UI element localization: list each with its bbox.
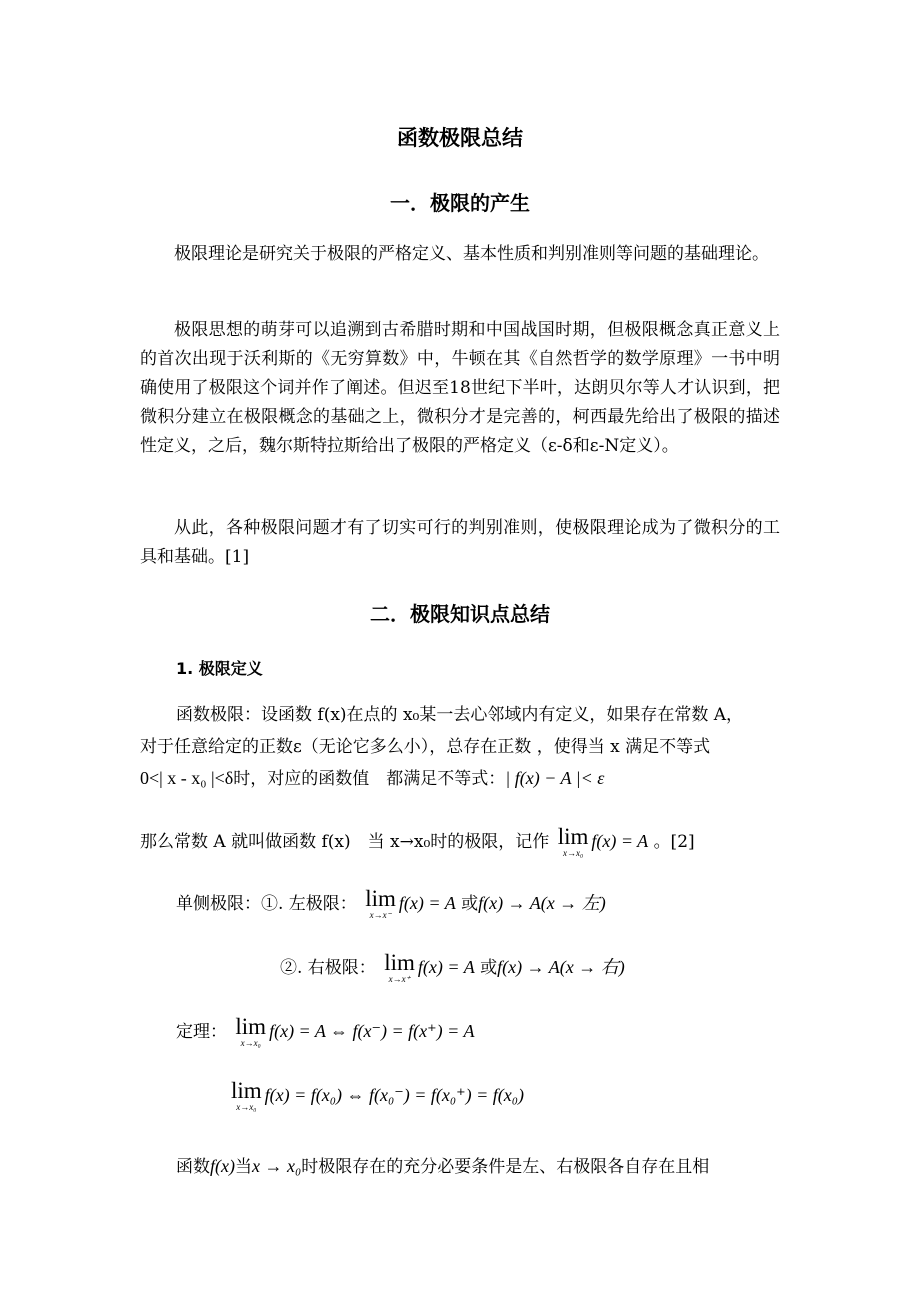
final-line-text-3: 时极限存在的充分必要条件是左、右极限各自存在且相 [301, 1157, 710, 1177]
theorem-line-1 [176, 1016, 474, 1049]
left-limit-expression: f(x) = A [398, 893, 456, 913]
final-line [176, 1152, 709, 1177]
definition-line-4-text: 那么常数 A 就叫做函数 f(x) 当 x→x₀时的极限，记作 [140, 832, 550, 852]
final-line-arrow: x → x₀ [251, 1156, 302, 1176]
definition-line-1: 函数极限：设函数 f(x)在点的 x₀某一去心邻域内有定义，如果存在常数 A， [176, 705, 744, 725]
lim-subscript: x→x⁻ [369, 910, 392, 920]
one-sided-label: 单侧极限： [176, 894, 261, 914]
theorem-1-expression: f(x) = A ⇔ f(x⁻) = f(x⁺) = A [269, 1021, 475, 1041]
lim-subscript: x→x₀ [236, 1102, 257, 1112]
value-inequality: | f(x) − A |< ε [505, 768, 605, 788]
definition-line-3-text: 时，对应的函数值 都满足不等式： [233, 769, 506, 789]
lim-word: lim [365, 886, 396, 911]
left-limit-alt: f(x) → A(x → 左) [478, 893, 606, 913]
final-line-text-2: 当 [234, 1157, 252, 1177]
document-title: 函数极限总结 [397, 126, 523, 150]
definition-line-3 [140, 764, 604, 789]
lim-word: lim [384, 950, 415, 975]
right-limit-alt: f(x) → A(x → 右) [497, 957, 625, 977]
final-line-fx: f(x) [210, 1156, 235, 1176]
limit-notation [558, 826, 589, 859]
or-text: 或 [461, 894, 479, 914]
theorem-2-expression: f(x) = f(x₀) ⇔ f(x₀⁻) = f(x₀⁺) = f(x₀) [264, 1085, 525, 1105]
right-limit-notation [384, 952, 415, 985]
lim-word: lim [235, 1014, 267, 1039]
lim-subscript: x→x⁺ [388, 974, 411, 984]
theorem-line-2 [228, 1080, 524, 1113]
lim-word: lim [231, 1078, 262, 1103]
lim-subscript: x→x₀ [562, 848, 584, 858]
left-limit-label: ①. 左极限： [261, 894, 357, 914]
right-limit-expression: f(x) = A [417, 957, 475, 977]
final-line-text-1: 函数 [176, 1157, 210, 1177]
right-limit-label: ②. 右极限： [280, 958, 376, 978]
right-limit-line [280, 952, 625, 985]
paragraph-limit-theory: 极限理论是研究关于极限的严格定义、基本性质和判别准则等问题的基础理论。 [174, 244, 769, 264]
definition-line-2: 对于任意给定的正数ε（无论它多么小），总存在正数 ，使得当 x 满足不等式 [140, 737, 711, 757]
citation-2: 。[2] [653, 832, 695, 852]
left-limit-notation [365, 888, 396, 921]
lim-subscript: x→x₀ [240, 1038, 261, 1048]
lim-word: lim [557, 824, 589, 849]
section-heading-origin: 一．极限的产生 [390, 191, 530, 215]
theorem-1-limit [235, 1016, 266, 1049]
left-limit-line [176, 888, 606, 921]
or-text: 或 [480, 958, 498, 978]
definition-line-4 [140, 826, 695, 859]
theorem-2-limit [231, 1080, 262, 1113]
subsection-heading-definition: 1. 极限定义 [176, 659, 263, 678]
condition-inequality: 0<| x - x₀ |<δ [140, 768, 234, 788]
section-heading-summary: 二．极限知识点总结 [370, 602, 550, 626]
paragraph-conclusion: 从此，各种极限问题才有了切实可行的判别准则，使极限理论成为了微积分的工具和基础。[1] [140, 518, 780, 567]
paragraph-history: 极限思想的萌芽可以追溯到古希腊时期和中国战国时期，但极限概念真正意义上的首次出现于沃利斯的《无穷算数》中，牛顿在其《自然哲学的数学原理》一书中明确使用了极限这个词并作了阐述。但迟至18世纪下半叶，达朗贝尔等人才认识到，把微积分建立在极限概念的基础之上，微积分才是完善的，柯西最先给出了极限的描述性定义，之后，魏尔斯特拉斯给出了极限的严格定义（ε-δ和ε-N定义）。 [140, 320, 780, 456]
theorem-label: 定理： [176, 1022, 227, 1042]
limit-expression: f(x) = A [591, 831, 649, 851]
